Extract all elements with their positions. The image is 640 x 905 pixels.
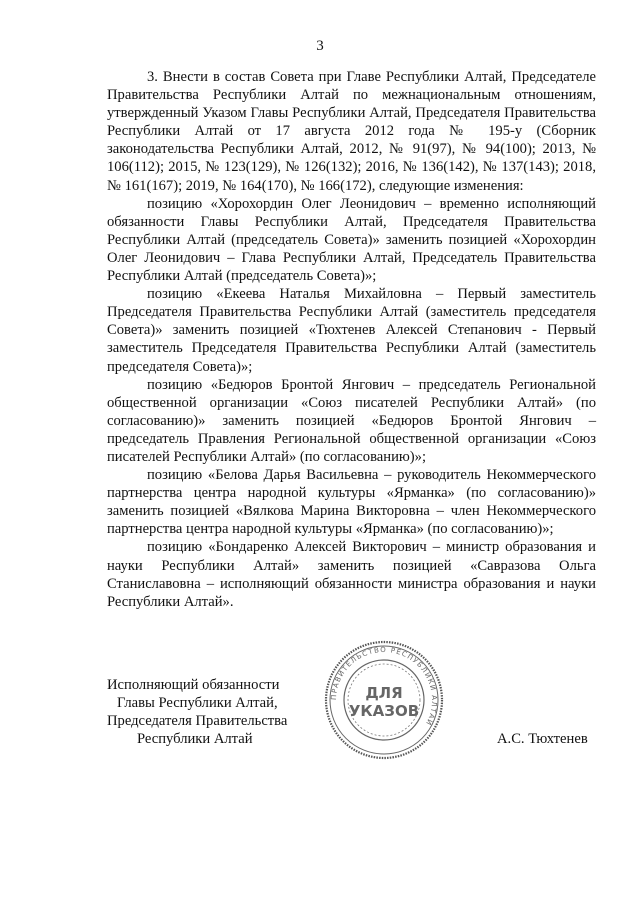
seal-ring-text: ПРАВИТЕЛЬСТВО РЕСПУБЛИКИ АЛТАЙ [329,645,439,728]
signatory-title-line: Исполняющий обязанности [107,677,280,693]
paragraph-change-3: позицию «Бедюров Бронтой Янгович – председатель Региональной общественной организации «Союз писателей Республики Алтай» (по согласованию)» заменить позицией «Бедюров Бронтой Янгович – председатель Правления Региональной общественной организации «Союз писателей Республики Алтай» (по согласованию)»; [107,376,596,465]
seal-text-line: УКАЗОВ [348,702,420,720]
signature-block [107,676,307,748]
paragraph-change-2: позицию «Екеева Наталья Михайловна – Первый заместитель Председателя Правительства Республики Алтай (заместитель председателя Совета)» заменить позицией «Тюхтенев Алексей Степанович - Первый заместитель Председателя Правительства Республики Алтай (заместитель председателя Совета)»; [107,286,596,375]
signatory-title-line: Республики Алтай [137,731,253,748]
signatory-title-line: Председателя Правительства [107,713,288,730]
seal-text-line: ДЛЯ [365,684,403,702]
signatory-title-line: Главы Республики Алтай, [117,695,278,712]
signer-name: А.С. Тюхтенев [497,731,588,747]
paragraph-change-5: позицию «Бондаренко Алексей Викторович – министр образования и науки Республики Алтай» заменить позицией «Савразова Ольга Станиславовна – исполняющий обязанности министра образования и науки Республики Алтай». [107,539,596,610]
official-seal [322,638,446,762]
paragraph-change-1: позицию «Хорохордин Олег Леонидович – временно исполняющий обязанности Главы Республики Алтай, Председателя Правительства Республики Алтай (председатель Совета)» заменить позицией «Хорохордин Олег Леонидович – Глава Республики Алтай, Председатель Правительства Республики Алтай (председатель Совета)»; [107,195,596,285]
document-body [107,68,596,611]
page-number: 3 [316,38,324,54]
paragraph-change-4: позицию «Белова Дарья Васильевна – руководитель Некоммерческого партнерства центра народной культуры «Ярманка» (по согласованию)» заменить позицией «Вялкова Марина Викторовна – член Некоммерческого партнерства центра народной культуры «Ярманка» (по согласованию)»; [107,467,596,538]
paragraph-intro: 3. Внести в состав Совета при Главе Республики Алтай, Председателе Правительства Республики Алтай по межнациональным отношениям, утвержденный Указом Главы Республики Алтай, Председателя Правительства Республики Алтай от 17 августа 2012 года № 195-у (Сборник законодательства Республики Алтай, 2012, № 91(97), № 94(100); 2013, № 106(112); 2015, № 123(129), № 126(132); 2016, № 136(142), № 137(143); 2018, № 161(167); 2019, № 164(170), № 166(172), следующие изменения: [107,69,596,194]
